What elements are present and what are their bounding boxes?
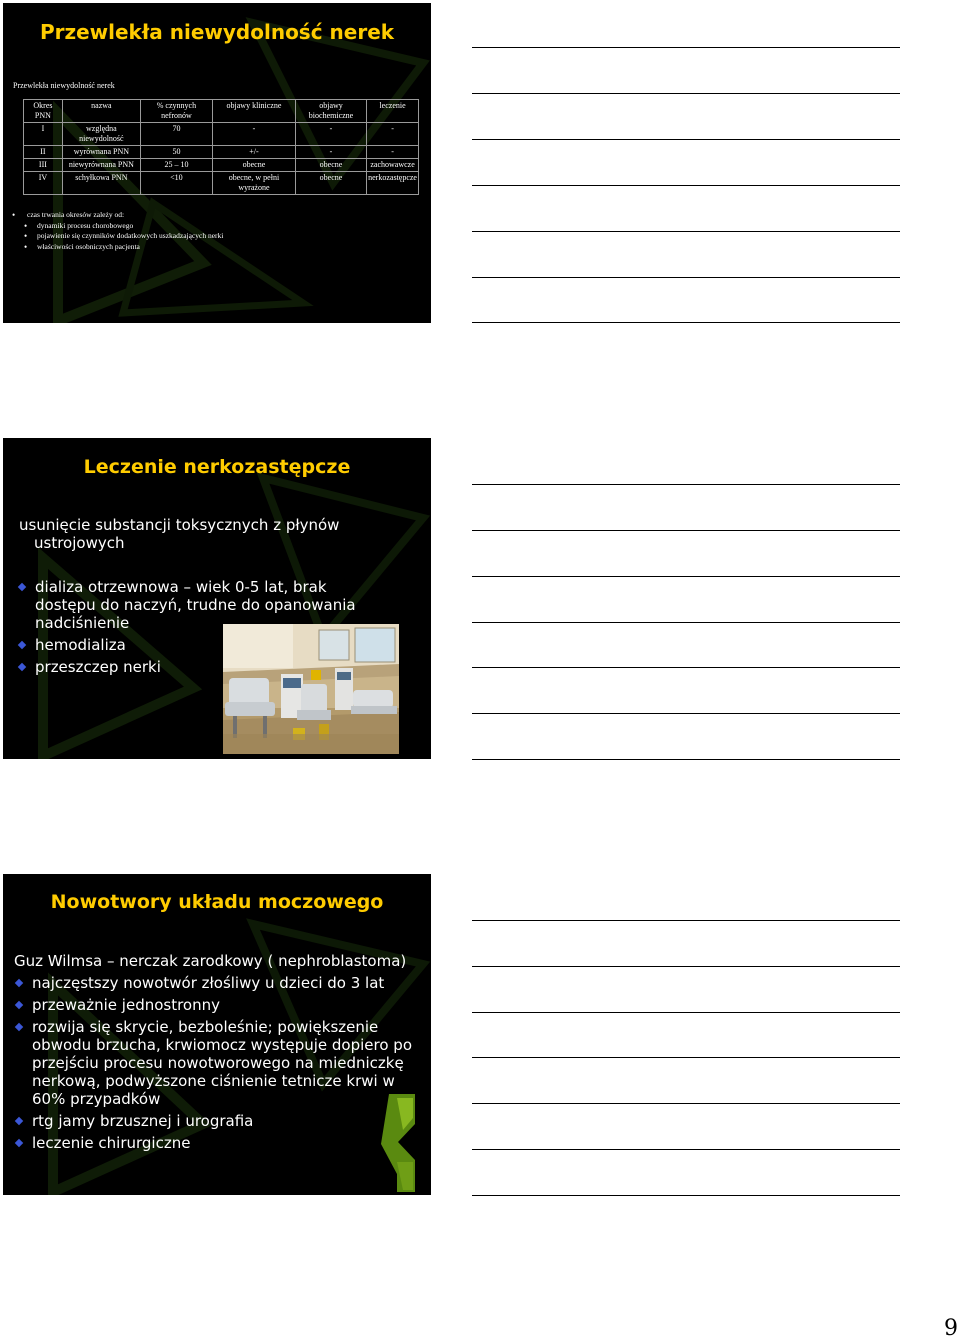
table-cell: obecne [213, 159, 296, 172]
table-cell: schyłkowa PNN [62, 172, 140, 195]
note-line [472, 667, 900, 668]
slide-intro: Guz Wilmsa – nerczak zarodkowy ( nephroblastoma) [14, 952, 407, 970]
table-cell: - [213, 123, 296, 146]
intro-line: ustrojowych [34, 534, 125, 552]
notes-block [3, 210, 223, 252]
note-line [472, 576, 900, 577]
table-cell: obecne [295, 172, 366, 195]
list-item: przeszczep nerki [17, 658, 357, 676]
note-line [472, 185, 900, 186]
list-item: rozwija się skrycie, bezboleśnie; powiększenie obwodu brzucha, krwiomocz występuje dopiero po przejściu procesu nowotworowego na miedniczkę nerkową, podwyższone ciśnienie tetnicze krwi w 60% przypadków [14, 1018, 414, 1108]
table-cell: obecne, w pełni wyrażone [213, 172, 296, 195]
note-line [472, 1195, 900, 1196]
table-row [24, 172, 419, 195]
note-line [472, 622, 900, 623]
table-cell: +/- [213, 146, 296, 159]
table-cell: - [295, 123, 366, 146]
table-cell: wyrównana PNN [62, 146, 140, 159]
table-row [24, 159, 419, 172]
table-cell: niewyrównana PNN [62, 159, 140, 172]
table-header-cell: leczenie [367, 100, 419, 123]
note-line [472, 713, 900, 714]
slide-title: Nowotwory układu moczowego [50, 891, 384, 913]
slide-title: Przewlekła niewydolność nerek [39, 20, 395, 44]
table-row [24, 146, 419, 159]
table-cell: I [24, 123, 63, 146]
table-cell: III [24, 159, 63, 172]
table-cell: względna niewydolność [62, 123, 140, 146]
list-item: najczęstszy nowotwór złośliwy u dzieci do 3 lat [14, 974, 414, 992]
note-list [3, 221, 223, 253]
note-line [472, 530, 900, 531]
table-cell: nerkozastępcze [367, 172, 419, 195]
note-line [472, 277, 900, 278]
slide-nowotwory [3, 874, 431, 1195]
table-cell: obecne [295, 159, 366, 172]
slide-intro [19, 516, 419, 552]
pnn-stages-table [23, 99, 419, 195]
table-cell: 25 – 10 [140, 159, 212, 172]
note-line [472, 231, 900, 232]
table-header-cell: % czynnych nefronów [140, 100, 212, 123]
table-header-cell: Okres PNN [24, 100, 63, 123]
slide-title: Leczenie nerkozastępcze [83, 456, 351, 478]
intro-line: usunięcie substancji toksycznych z płynów [19, 516, 340, 534]
list-item: przeważnie jednostronny [14, 996, 414, 1014]
list-item: rtg jamy brzusznej i urografia [14, 1112, 414, 1130]
note-line [472, 1057, 900, 1058]
slide-leczenie [3, 438, 431, 759]
table-cell: zachowawcze [367, 159, 419, 172]
note-line [472, 322, 900, 323]
list-item: • dynamiki procesu chorobowego [37, 221, 223, 232]
note-line [472, 759, 900, 760]
list-item: dializa otrzewnowa – wiek 0-5 lat, brak dostępu do naczyń, trudne do opanowania nadciśnienie [17, 578, 357, 632]
slide-pnn [3, 3, 431, 323]
dialysis-room-photo [223, 624, 399, 754]
table-cell: 70 [140, 123, 212, 146]
list-item: leczenie chirurgiczne [14, 1134, 414, 1152]
table-header-cell: objawy biochemiczne [295, 100, 366, 123]
table-cell: - [367, 123, 419, 146]
table-cell: <10 [140, 172, 212, 195]
note-line [472, 966, 900, 967]
note-line [472, 1149, 900, 1150]
note-line [472, 47, 900, 48]
list-item: • pojawienie się czynników dodatkowych uszkadzających nerki [37, 231, 223, 242]
note-line [472, 93, 900, 94]
slide-subtitle: Przewlekła niewydolność nerek [13, 81, 115, 90]
note-line [472, 484, 900, 485]
note-main: • czas trwania okresów zależy od: [3, 210, 223, 221]
table-cell: - [295, 146, 366, 159]
list-item: hemodializa [17, 636, 357, 654]
table-header-row [24, 100, 419, 123]
note-line [472, 1012, 900, 1013]
note-line [472, 139, 900, 140]
table-header-cell: objawy kliniczne [213, 100, 296, 123]
note-line [472, 920, 900, 921]
table-cell: - [367, 146, 419, 159]
table-cell: II [24, 146, 63, 159]
table-cell: 50 [140, 146, 212, 159]
table-cell: IV [24, 172, 63, 195]
table-header-cell: nazwa [62, 100, 140, 123]
page-number: 9 [944, 1316, 958, 1341]
tumor-facts-list [14, 974, 414, 1156]
list-item: • właściwości osobniczych pacjenta [37, 242, 223, 253]
table-row [24, 123, 419, 146]
note-line [472, 1103, 900, 1104]
